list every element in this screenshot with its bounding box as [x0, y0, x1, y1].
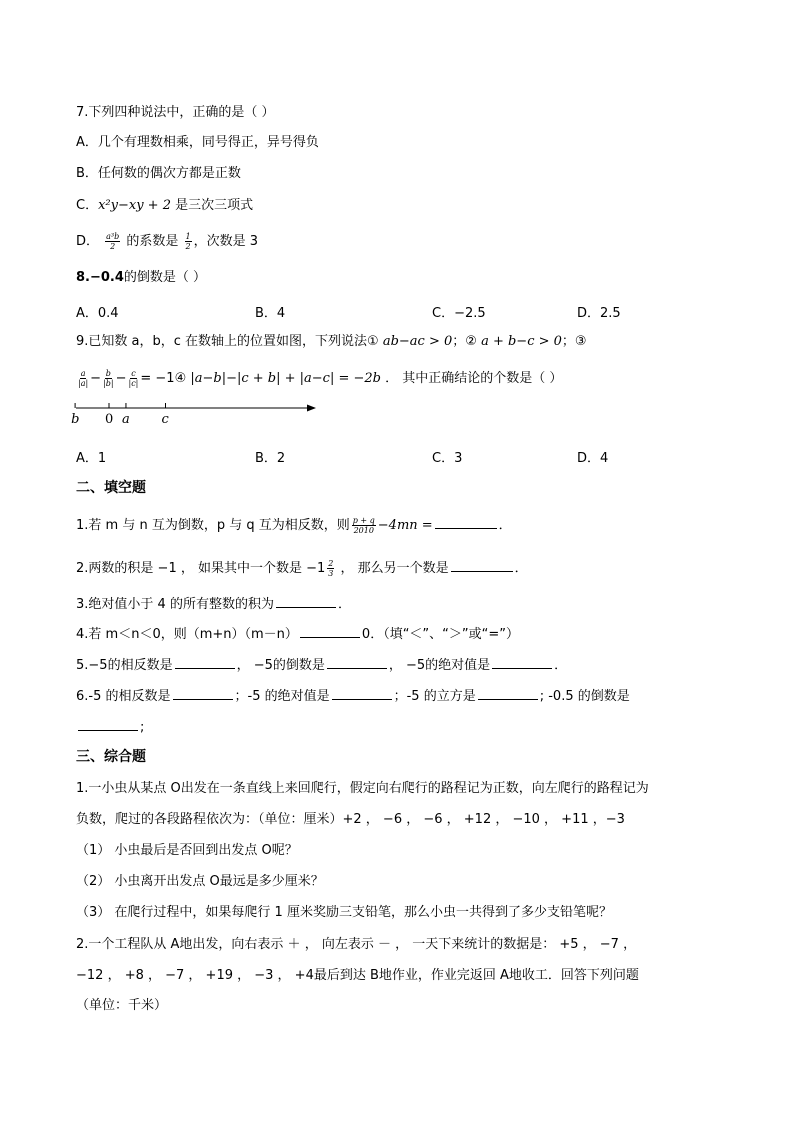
- q7-option-a: A．几个有理数相乘，同号得正，异号得负: [76, 135, 319, 150]
- q9-frac-c: [129, 369, 139, 388]
- fill-3-text: 3.绝对值小于 4 的所有整数的积为: [76, 597, 274, 612]
- number-line-label-0: 0: [105, 412, 114, 427]
- fill-2-mixed-frac: [327, 559, 334, 578]
- q7-d-coef: [185, 232, 192, 251]
- q8-option-c: [432, 302, 486, 321]
- fill-1-math: −4mn =: [377, 518, 433, 533]
- fill-1-frac-den: 2010: [353, 526, 374, 535]
- fill-3-blank[interactable]: [276, 593, 336, 608]
- q9-sep-2: ；: [561, 334, 575, 349]
- fill-6-blank-2[interactable]: [332, 685, 392, 700]
- q9-option-b: B．2: [255, 451, 286, 466]
- comp-2-line-1: 2.一个工程队从 A地出发，向右表示 ＋ ， 向左表示 － ， 一天下来统计的数据是： +5 ， −7 ，: [76, 937, 637, 952]
- q7-option-d: [76, 232, 258, 251]
- comp-1-q1: （1） 小虫最后是否回到出发点 O呢？: [76, 843, 298, 858]
- fill-6-part-2: ；-5 的绝对值是: [234, 689, 330, 704]
- fill-3-end: ．: [337, 597, 351, 612]
- fill-6-part-3: ；-5 的立方是: [393, 689, 476, 704]
- q8-c-math: −2.5: [454, 306, 486, 321]
- q7-stem: 7.下列四种说法中，正确的是（ ）: [76, 105, 275, 120]
- fill-1-text: 1.若 m 与 n 互为倒数，p 与 q 互为相反数，则: [76, 518, 350, 533]
- number-line-label-b: b: [71, 412, 80, 427]
- q7-d-prefix: D．: [76, 234, 100, 249]
- q8-option-d: D．2.5: [577, 306, 621, 321]
- fill-2-text-2: ， 如果其中一个数是: [176, 561, 307, 576]
- fill-6-blank-4[interactable]: [78, 716, 138, 731]
- fill-2-text-3: ， 那么另一个数是: [336, 561, 449, 576]
- q7-d-coef-den: 2: [185, 242, 191, 251]
- fill-2-product: −1: [157, 561, 177, 576]
- q7-d-coef-num: 1: [185, 232, 191, 241]
- fill-1-frac-num: p + q: [352, 516, 375, 525]
- fill-2: [76, 557, 528, 578]
- fill-5-part-1: 5.−5的相反数是: [76, 658, 173, 673]
- q9-frac-c-num: c: [131, 369, 136, 378]
- q7-d-frac-num: a³b: [106, 232, 120, 241]
- number-line-label-a: a: [121, 412, 130, 427]
- q9-statement-3-mark: ③: [574, 334, 587, 349]
- q8-stem-math: 8.−0.4: [76, 270, 124, 285]
- fill-4: [76, 623, 519, 644]
- fill-5-part-3: ， −5的绝对值是: [388, 658, 491, 673]
- q9-option-a: A．1: [76, 451, 107, 466]
- q7-option-b: B．任何数的偶次方都是正数: [76, 166, 241, 181]
- q9-frac-a-den: |a|: [78, 379, 89, 388]
- fill-2-text-1: 2.两数的积是: [76, 561, 158, 576]
- fill-2-mixed-den: 3: [328, 569, 334, 578]
- fill-2-end: ．: [514, 561, 528, 576]
- q7-d-frac-den: 2: [110, 242, 116, 251]
- fill-4-tail: 0．（填“＜”、“＞”或“=”）: [361, 627, 519, 642]
- number-line-label-c: c: [161, 412, 169, 427]
- comp-2-line-3: （单位：千米）: [76, 998, 168, 1013]
- q8-stem-text: 的倒数是（ ）: [123, 270, 207, 285]
- fill-6-blank-3[interactable]: [478, 685, 538, 700]
- fill-5-part-2: ， −5的倒数是: [236, 658, 325, 673]
- q9-stem-cont: $\frac{a}{|a|}$ − $\frac{b}{|b|}$ − $\frac{c}{|c|}$ = −1④ |a−b|−|c + b| + |a−c| = −2b ． 其中正确结论的个数是（ ）: [78, 369, 563, 388]
- fill-4-text: 4.若 m＜n＜0，则（m+n）（m－n）: [76, 627, 298, 642]
- q9-stem-text: 9.已知数 a，b，c 在数轴上的位置如图，下列说法: [76, 334, 368, 349]
- fill-5-blank-3[interactable]: [492, 654, 552, 669]
- fill-1: [76, 514, 512, 535]
- q8-c-prefix: C．: [432, 306, 455, 321]
- fill-6-part-4: ; -0.5 的倒数是: [539, 689, 630, 704]
- q7-c-prefix: C．: [76, 198, 99, 213]
- fill-3: [76, 593, 351, 614]
- q7-c-math: x²y−xy + 2: [98, 198, 171, 213]
- fill-1-fraction: [352, 516, 376, 535]
- comp-1-q2: （2） 小虫离开出发点 O最远是多少厘米？: [76, 874, 324, 889]
- q9-statement-4: |a−b|−|c + b| + |a−c| = −2b: [186, 371, 381, 386]
- fill-2-blank[interactable]: [451, 557, 513, 572]
- q9-stem: [76, 333, 587, 351]
- fill-5-end: ．: [554, 658, 568, 673]
- q9-statement-1: ab−ac > 0: [378, 334, 453, 349]
- fill-6-cont: [76, 716, 144, 737]
- section-2-heading: 二、填空题: [76, 480, 146, 496]
- q9-frac-a-num: a: [80, 369, 86, 378]
- fill-5-blank-2[interactable]: [327, 654, 387, 669]
- q8-option-b: B．4: [255, 306, 286, 321]
- q9-statement-2-mark: ②: [465, 334, 477, 349]
- q8-stem: [76, 269, 206, 287]
- q9-frac-b: [103, 369, 114, 388]
- fill-5-blank-1[interactable]: [175, 654, 235, 669]
- fill-1-end: ．: [498, 518, 512, 533]
- comp-1-q3: （3） 在爬行过程中，如果每爬行 1 厘米奖励三支铅笔，那么小虫一共得到了多少支铅笔呢？: [76, 905, 612, 920]
- comp-1-line-1: 1.一小虫从某点 O出发在一条直线上来回爬行，假定向右爬行的路程记为正数，向左爬行的路程记为: [76, 781, 649, 796]
- q8-option-a: A．0.4: [76, 306, 119, 321]
- q9-statement-4-tail: ． 其中正确结论的个数是（ ）: [381, 371, 563, 386]
- comp-2-line-2: −12 ， +8 ， −7 ， +19 ， −3 ， +4最后到达 B地作业，作业完返回 A地收工．回答下列问题: [76, 968, 639, 983]
- number-line-ticks: [75, 403, 165, 408]
- section-3-heading: 三、综合题: [76, 749, 146, 765]
- q9-statement-1-mark: ①: [367, 334, 379, 349]
- q9-option-c: C．3: [432, 451, 463, 466]
- q7-c-suffix: 是三次三项式: [170, 198, 254, 213]
- fill-5: [76, 654, 567, 675]
- fill-6-part-1: 6.-5 的相反数是: [76, 689, 171, 704]
- fill-1-blank[interactable]: [435, 514, 497, 529]
- fill-2-mixed-num: 2: [328, 559, 334, 568]
- number-line-arrow: [307, 405, 316, 412]
- q9-frac-b-num: b: [105, 369, 111, 378]
- q7-d-suffix: ，次数是 3: [193, 234, 259, 249]
- q9-frac-c-den: |c|: [128, 379, 139, 388]
- q9-statement-4-mark: ④: [174, 371, 187, 386]
- q9-frac-a: [78, 369, 88, 388]
- q7-d-fraction: [105, 232, 120, 251]
- q9-frac-b-den: |b|: [103, 379, 114, 388]
- fill-6: [76, 685, 630, 706]
- fill-6-blank-1[interactable]: [173, 685, 233, 700]
- q7-d-mid: 的系数是: [122, 234, 183, 249]
- q9-statement-3-tail: = −1: [140, 371, 175, 386]
- fill-4-blank[interactable]: [300, 623, 360, 638]
- comp-1-line-2: 负数，爬过的各段路程依次为：（单位：厘米）+2 ， −6 ， −6 ， +12 ， −10 ， +11 ，−3: [76, 812, 625, 827]
- q7-option-c: [76, 197, 253, 215]
- q9-option-d: D．4: [577, 451, 609, 466]
- fill-2-mixed-whole: −1: [306, 561, 326, 576]
- q9-statement-2: a + b−c > 0: [476, 334, 562, 349]
- fill-6-end: ;: [140, 720, 145, 735]
- q9-sep-1: ；: [452, 334, 466, 349]
